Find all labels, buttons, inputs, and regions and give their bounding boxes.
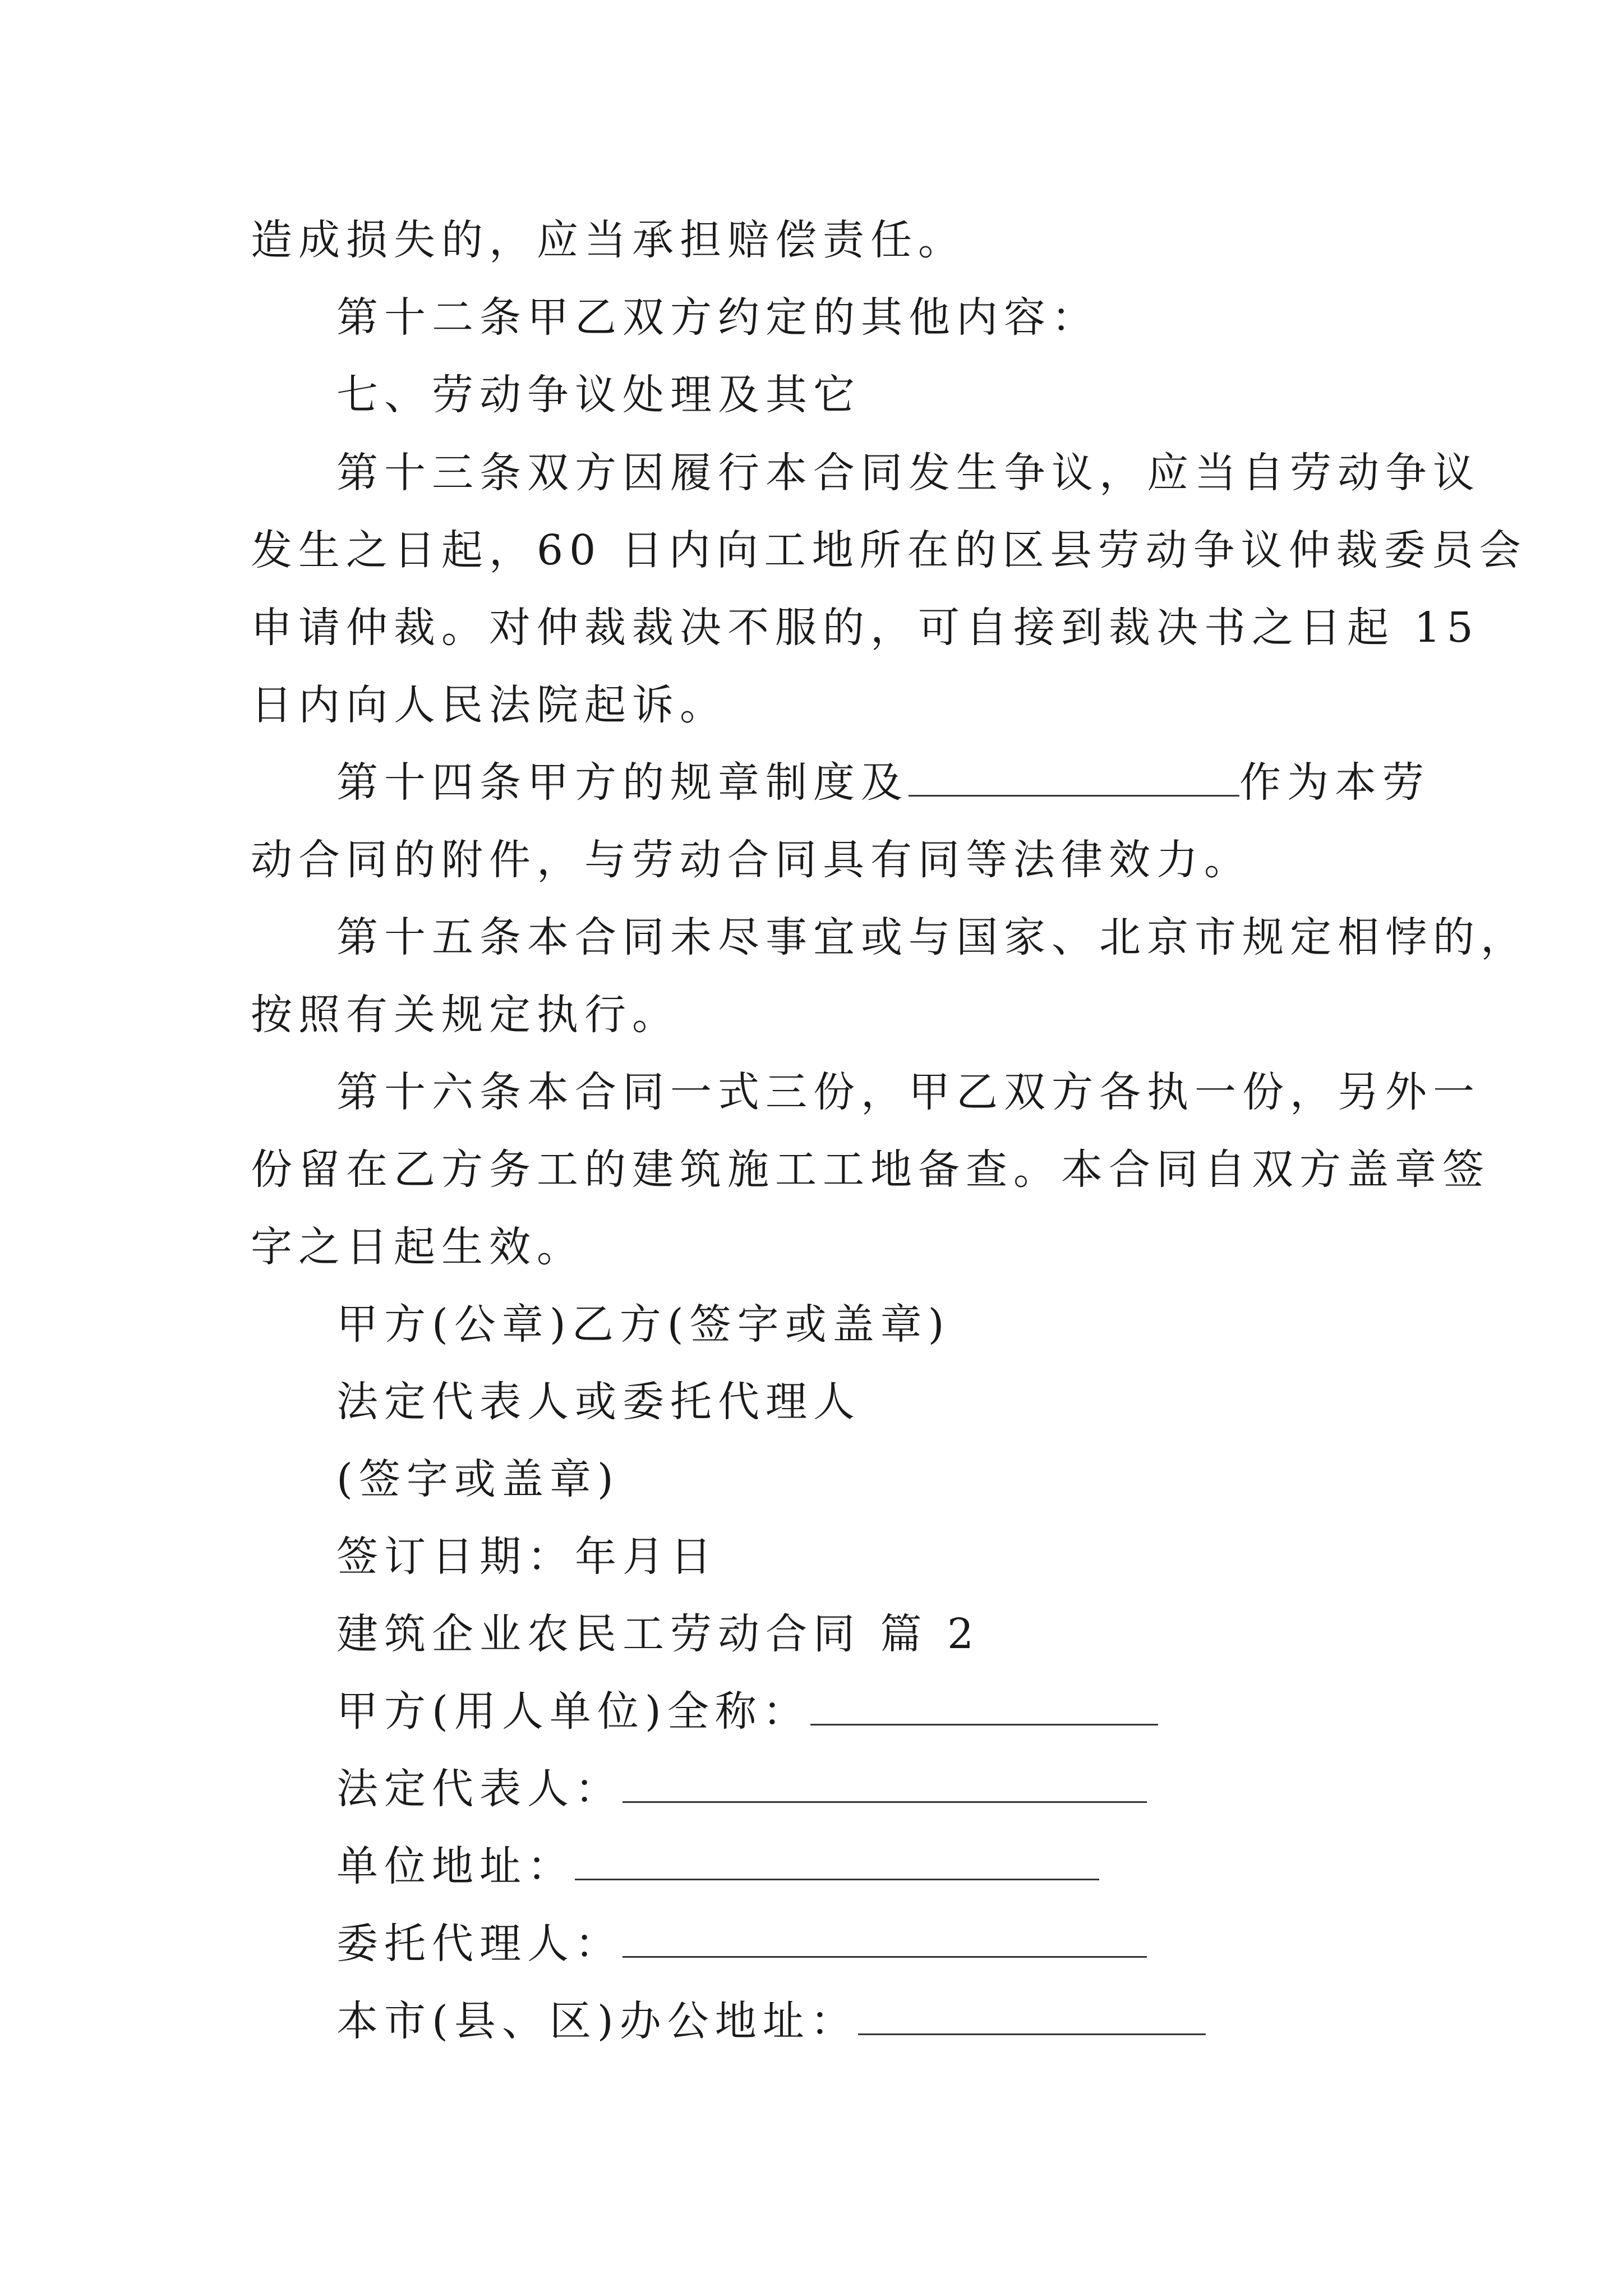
signature-parties (336, 1296, 950, 1352)
field-label: 甲方(用人单位)全称： (336, 1687, 810, 1736)
text-line: 作为本劳 (1239, 758, 1430, 807)
section-heading (336, 367, 861, 423)
signature-note (336, 1451, 620, 1507)
signature-representative (336, 1374, 861, 1430)
authorized-agent-field (336, 1916, 1147, 1972)
text-line: 发生之日起，60 日内向工地所在的区县劳动争议仲裁委员会 (251, 526, 1527, 574)
paragraph-line (251, 212, 966, 268)
text-line: 第十六条本合同一式三份，甲乙双方各执一份，另外一 (336, 1068, 1481, 1116)
text-line: 按照有关规定执行。 (251, 991, 680, 1039)
fill-in-blank[interactable] (575, 1844, 1099, 1880)
employer-name-field (336, 1683, 1158, 1740)
fill-in-blank[interactable] (810, 1689, 1158, 1726)
clause-14-line-2 (251, 832, 1252, 888)
clause-13-line-4 (251, 677, 727, 733)
contract-title (336, 1606, 980, 1662)
text-line: 第十五条本合同未尽事宜或与国家、北京市规定相悖的， (336, 913, 1528, 961)
clause-12 (336, 289, 1099, 346)
field-label: 本市(县、区)办公地址： (336, 1997, 858, 2045)
field-label: 法定代表人： (336, 1765, 623, 1813)
clause-15-line-1 (336, 909, 1528, 965)
fill-in-blank[interactable] (858, 1999, 1206, 2035)
text-line: 七、劳动争议处理及其它 (336, 371, 861, 419)
text-line: 造成损失的，应当承担赔偿责任。 (251, 216, 966, 264)
text-line: 字之日起生效。 (251, 1223, 584, 1271)
signing-date (336, 1529, 718, 1585)
text-line: 第十二条甲乙双方约定的其他内容： (336, 293, 1099, 342)
text-line: 法定代表人或委托代理人 (336, 1378, 861, 1426)
clause-14-line-1 (336, 754, 1430, 811)
field-label: 委托代理人： (336, 1920, 623, 1968)
clause-16-line-2 (251, 1142, 1490, 1198)
unit-address-field (336, 1838, 1099, 1894)
text-line: 甲方(公章)乙方(签字或盖章) (336, 1300, 951, 1349)
text-line: 签订日期：年月日 (336, 1533, 718, 1581)
text-line: 份留在乙方务工的建筑施工工地备查。本合同自双方盖章签 (251, 1145, 1490, 1194)
fill-in-blank[interactable] (623, 1766, 1147, 1803)
text-line: 申请仲裁。对仲裁裁决不服的，可自接到裁决书之日起 15 (251, 604, 1479, 652)
fill-in-blank[interactable] (909, 760, 1239, 797)
field-label: 单位地址： (336, 1842, 575, 1890)
text-line: 动合同的附件，与劳动合同具有同等法律效力。 (251, 836, 1252, 884)
clause-15-line-2 (251, 987, 680, 1043)
fill-in-blank[interactable] (623, 1921, 1147, 1958)
text-line: (签字或盖章) (336, 1455, 620, 1503)
text-line: 日内向人民法院起诉。 (251, 681, 727, 729)
legal-representative-field (336, 1761, 1147, 1817)
clause-13-line-2 (251, 522, 1527, 578)
clause-16-line-1 (336, 1064, 1481, 1120)
text-line: 第十三条双方因履行本合同发生争议，应当自劳动争议 (336, 449, 1481, 497)
office-address-field (336, 1993, 1206, 2049)
clause-13-line-3 (251, 600, 1479, 656)
text-line: 建筑企业农民工劳动合同 篇 2 (336, 1610, 980, 1658)
clause-13-line-1 (336, 445, 1481, 501)
clause-16-line-3 (251, 1219, 584, 1275)
text-line: 第十四条甲方的规章制度及 (336, 758, 909, 807)
